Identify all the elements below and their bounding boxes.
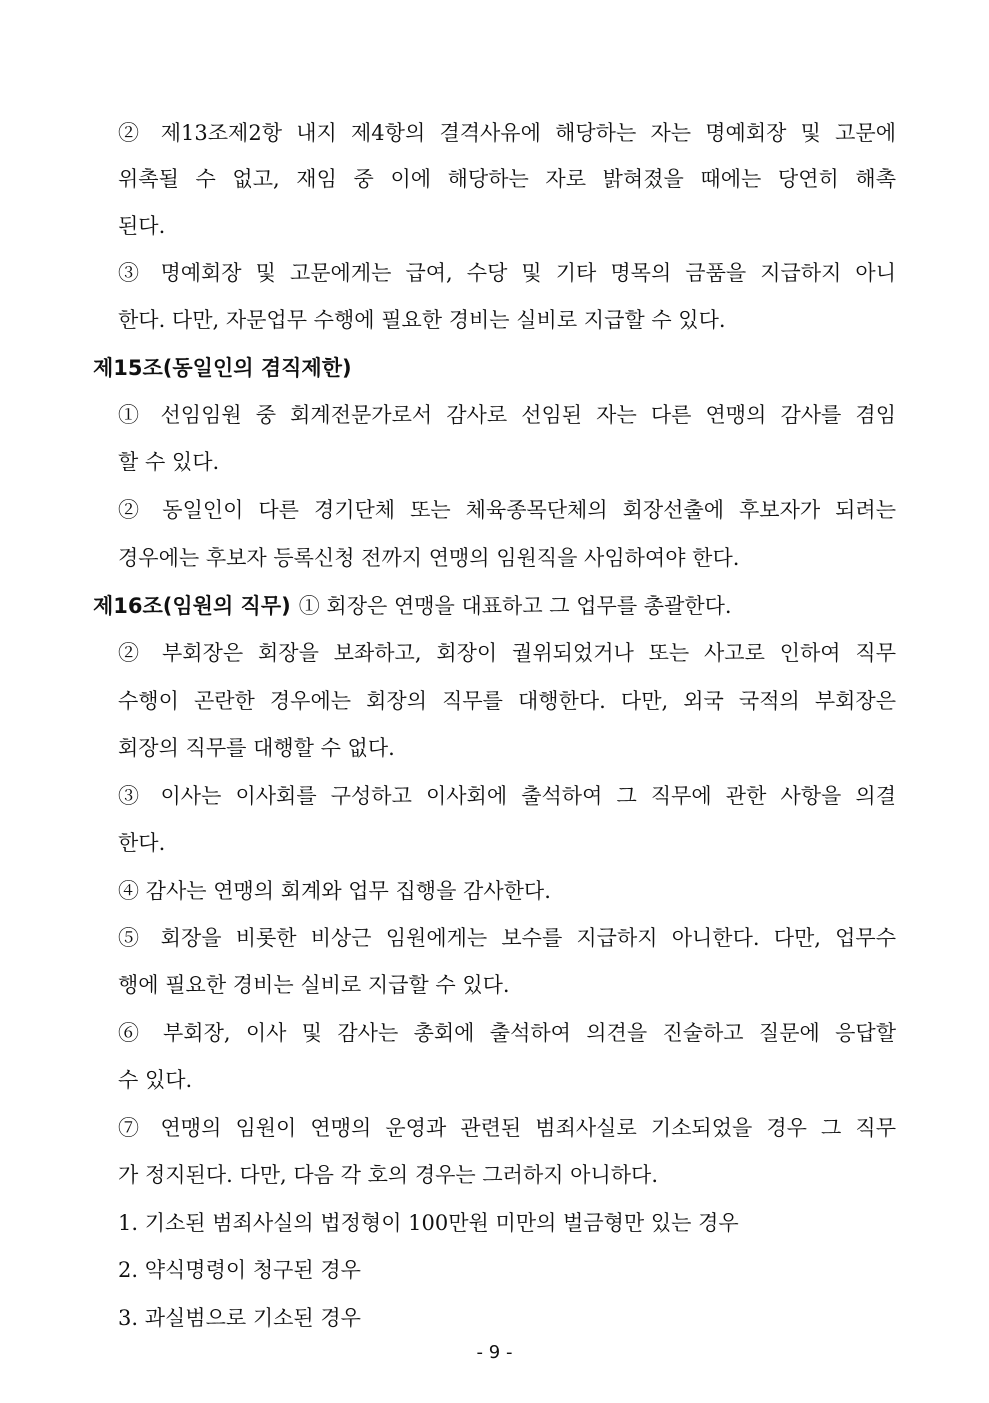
art15-p1-line1: ① 선임임원 중 회계전문가로서 감사로 선임된 자는 다른 연맹의 감사를 겸임	[118, 403, 896, 427]
art14-p2-line1: ② 제13조제2항 내지 제4항의 결격사유에 해당하는 자는 명예회장 및 고문에	[118, 121, 896, 145]
art16-p2-line2: 수행이 곤란한 경우에는 회장의 직무를 대행한다. 다만, 외국 국적의 부회장은	[118, 689, 896, 713]
art15-p2-line2: 경우에는 후보자 등록신청 전까지 연맹의 임원직을 사임하여야 한다.	[118, 546, 740, 570]
art16-p7-line2: 가 정지된다. 다만, 다음 각 호의 경우는 그러하지 아니하다.	[118, 1163, 659, 1187]
art14-p3-line2: 한다. 다만, 자문업무 수행에 필요한 경비는 실비로 지급할 수 있다.	[118, 308, 726, 332]
art16-p4: ④ 감사는 연맹의 회계와 업무 집행을 감사한다.	[118, 879, 551, 903]
art16-item-3: 3. 과실범으로 기소된 경우	[118, 1306, 361, 1330]
art14-p3-line1: ③ 명예회장 및 고문에게는 급여, 수당 및 기타 명목의 금품을 지급하지 아니	[118, 261, 896, 285]
art16-heading: 제16조(임원의 직무)	[93, 594, 291, 618]
art16-p5-line2: 행에 필요한 경비는 실비로 지급할 수 있다.	[118, 973, 510, 997]
art16-p7-line1: ⑦ 연맹의 임원이 연맹의 운영과 관련된 범죄사실로 기소되었을 경우 그 직무	[118, 1116, 896, 1140]
art16-p3-line2: 한다.	[118, 831, 166, 855]
art16-p3-line1: ③ 이사는 이사회를 구성하고 이사회에 출석하여 그 직무에 관한 사항을 의결	[118, 784, 896, 808]
art15-p2-line1: ② 동일인이 다른 경기단체 또는 체육종목단체의 회장선출에 후보자가 되려는	[118, 498, 896, 522]
art16-p6-line1: ⑥ 부회장, 이사 및 감사는 총회에 출석하여 의견을 진술하고 질문에 응답할	[118, 1021, 896, 1045]
art15-heading: 제15조(동일인의 겸직제한)	[93, 356, 352, 380]
page-number: - 9 -	[476, 1342, 513, 1363]
art16-first-line	[93, 591, 732, 621]
art16-item-1: 1. 기소된 범죄사실의 법정형이 100만원 미만의 벌금형만 있는 경우	[118, 1211, 739, 1235]
art16-p2-line3: 회장의 직무를 대행할 수 없다.	[118, 736, 395, 760]
art15-p1-line2: 할 수 있다.	[118, 450, 220, 474]
art14-p2-line3: 된다.	[118, 214, 166, 238]
art16-p1: ① 회장은 연맹을 대표하고 그 업무를 총괄한다.	[298, 594, 732, 618]
art16-p5-line1: ⑤ 회장을 비롯한 비상근 임원에게는 보수를 지급하지 아니한다. 다만, 업무수	[118, 926, 896, 950]
art16-p6-line2: 수 있다.	[118, 1068, 193, 1092]
art16-item-2: 2. 약식명령이 청구된 경우	[118, 1258, 361, 1282]
art14-p2-line2: 위촉될 수 없고, 재임 중 이에 해당하는 자로 밝혀졌을 때에는 당연히 해촉	[118, 167, 896, 191]
art16-p2-line1: ② 부회장은 회장을 보좌하고, 회장이 궐위되었거나 또는 사고로 인하여 직무	[118, 641, 896, 665]
